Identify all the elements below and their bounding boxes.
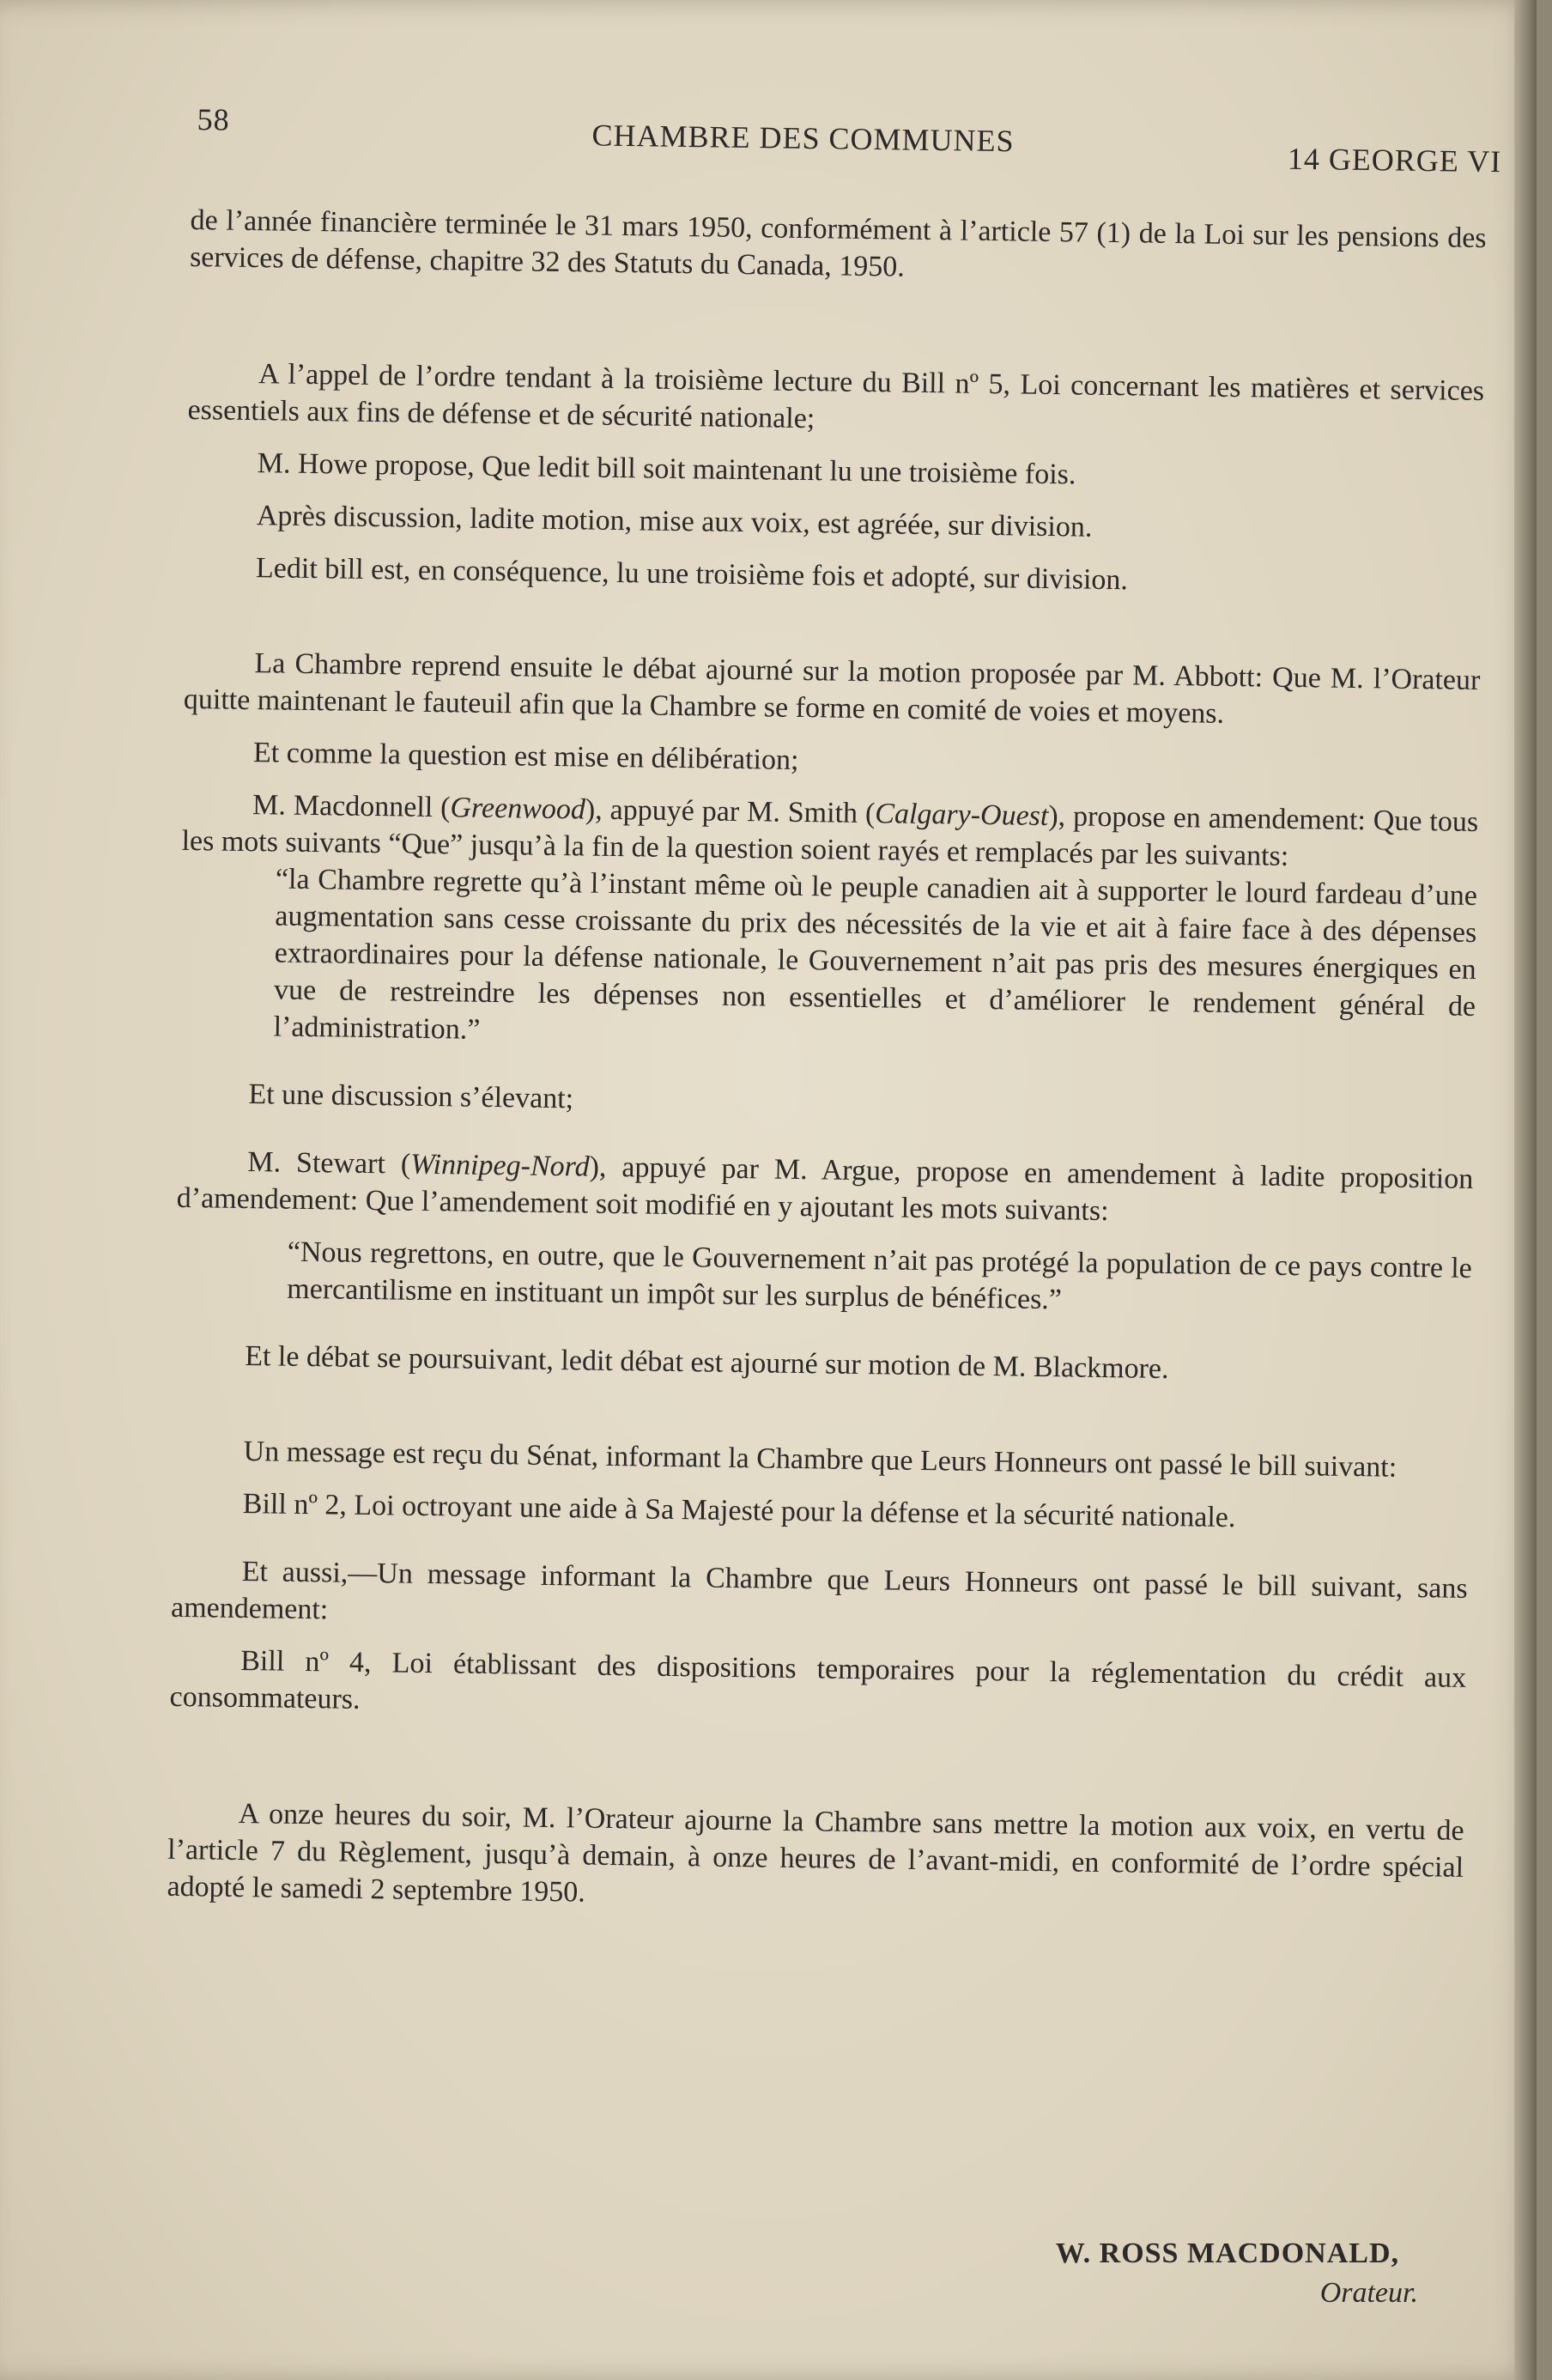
signatory-name: W. ROSS MACDONALD, — [1055, 2237, 1399, 2269]
paragraph-adjournment: A onze heures du soir, M. l’Orateur ajourne la Chambre sans mettre la motion aux voix, en vertu de l’article 7 du Règlement, jusqu’à demain, à onze heures de l’avant-midi, en conformité de l’ordre spécial adopté le samedi 2 septembre 1950. — [167, 1797, 1464, 1909]
paragraph-third-reading-call: A l’appel de l’ordre tendant à la troisième lecture du Bill nº 5, Loi concernant les matières et services essentiels aux fins de défense et de sécurité nationale; — [187, 358, 1485, 435]
header-reign: 14 GEORGE VI — [1287, 141, 1502, 179]
riding-name: Greenwood — [450, 792, 586, 826]
paragraph-senate-message: Un message est reçu du Sénat, informant la Chambre que Leurs Honneurs ont passé le bill suivant: — [243, 1436, 1397, 1484]
journal-body — [167, 202, 1487, 1923]
page-number: 58 — [197, 101, 230, 137]
paragraph-debate-resumed: La Chambre reprend ensuite le débat ajourné sur la motion proposée par M. Abbott: Que M. l’Orateur quitte maintenant le fauteuil afin que la Chambre se forme en comité de voies et moyens. — [183, 647, 1481, 730]
header-title: CHAMBRE DES COMMUNES — [591, 118, 1015, 159]
text-segment: ), appuyé par M. Argue, propose en amendement à ladite proposition d’amendement: Que l’amendement soit modifié en y ajoutant les mots suivants: — [176, 1151, 1474, 1228]
paragraph-bill-4: Bill nº 4, Loi établissant des dispositions temporaires pour la réglementation du crédit aux consommateurs. — [169, 1644, 1467, 1715]
paragraph-debate-adjourned: Et le débat se poursuivant, ledit débat est ajourné sur motion de M. Blackmore. — [244, 1340, 1169, 1386]
signature-block — [918, 2234, 1418, 2313]
book-gutter — [1514, 0, 1537, 2380]
paragraph-motion-agreed: Après discussion, ladite motion, mise aux voix, est agréée, sur division. — [256, 500, 1093, 543]
running-header — [197, 101, 1502, 179]
text-segment: M. Stewart ( — [247, 1146, 411, 1181]
quoted-amendment: “la Chambre regrette qu’à l’instant même où le peuple canadien ait à supporter le lourd fardeau d’une augmentation sans cesse croissante du prix des nécessités de la vie et ait à faire face à des dépenses extraordinaires pour la défense nationale, le Gouvernement n’ait pas pris des mesures énergiques en vue de restreindre les dépenses non essentielles et d’améliorer le rendement général de l’administration.” — [273, 863, 1478, 1046]
paragraph-continuation: de l’année financière terminée le 31 mars 1950, conformément à l’article 57 (1) de la Loi sur les pensions des services de défense, chapitre 32 des Statuts du Canada, 1950. — [189, 203, 1487, 283]
riding-name: Calgary-Ouest — [875, 798, 1049, 833]
paragraph-second-message: Et aussi,—Un message informant la Chambre que Leurs Honneurs ont passé le bill suivant, sans amendement: — [170, 1555, 1468, 1626]
signatory-title: Orateur. — [1319, 2277, 1418, 2309]
paragraph-howe-motion: M. Howe propose, Que ledit bill soit maintenant lu une troisième fois. — [257, 447, 1076, 491]
quoted-subamendment: “Nous regrettons, en outre, que le Gouvernement n’ait pas protégé la population de ce pays contre le mercantilisme en instituant un impôt sur les surplus de bénéfices.” — [287, 1236, 1473, 1316]
paragraph-bill-adopted: Ledit bill est, en conséquence, lu une troisième fois et adopté, sur division. — [255, 552, 1129, 597]
text-segment: ), propose en amendement: Que tous les mots suivants “Que” jusqu’à la fin de la question soient rayés et remplacés par les suivants: — [181, 800, 1479, 872]
riding-name: Winnipeg-Nord — [409, 1148, 590, 1183]
paragraph-question-proposed: Et comme la question est mise en délibération; — [252, 737, 799, 776]
text-segment: M. Macdonnell ( — [252, 789, 451, 824]
paragraph-bill-2: Bill nº 2, Loi octroyant une aide à Sa Majesté pour la défense et la sécurité nationale. — [242, 1487, 1236, 1534]
paragraph-discussion: Et une discussion s’élevant; — [248, 1078, 574, 1115]
paragraph-stewart-subamendment — [176, 1143, 1473, 1235]
text-segment: ), appuyé par M. Smith ( — [585, 793, 876, 830]
